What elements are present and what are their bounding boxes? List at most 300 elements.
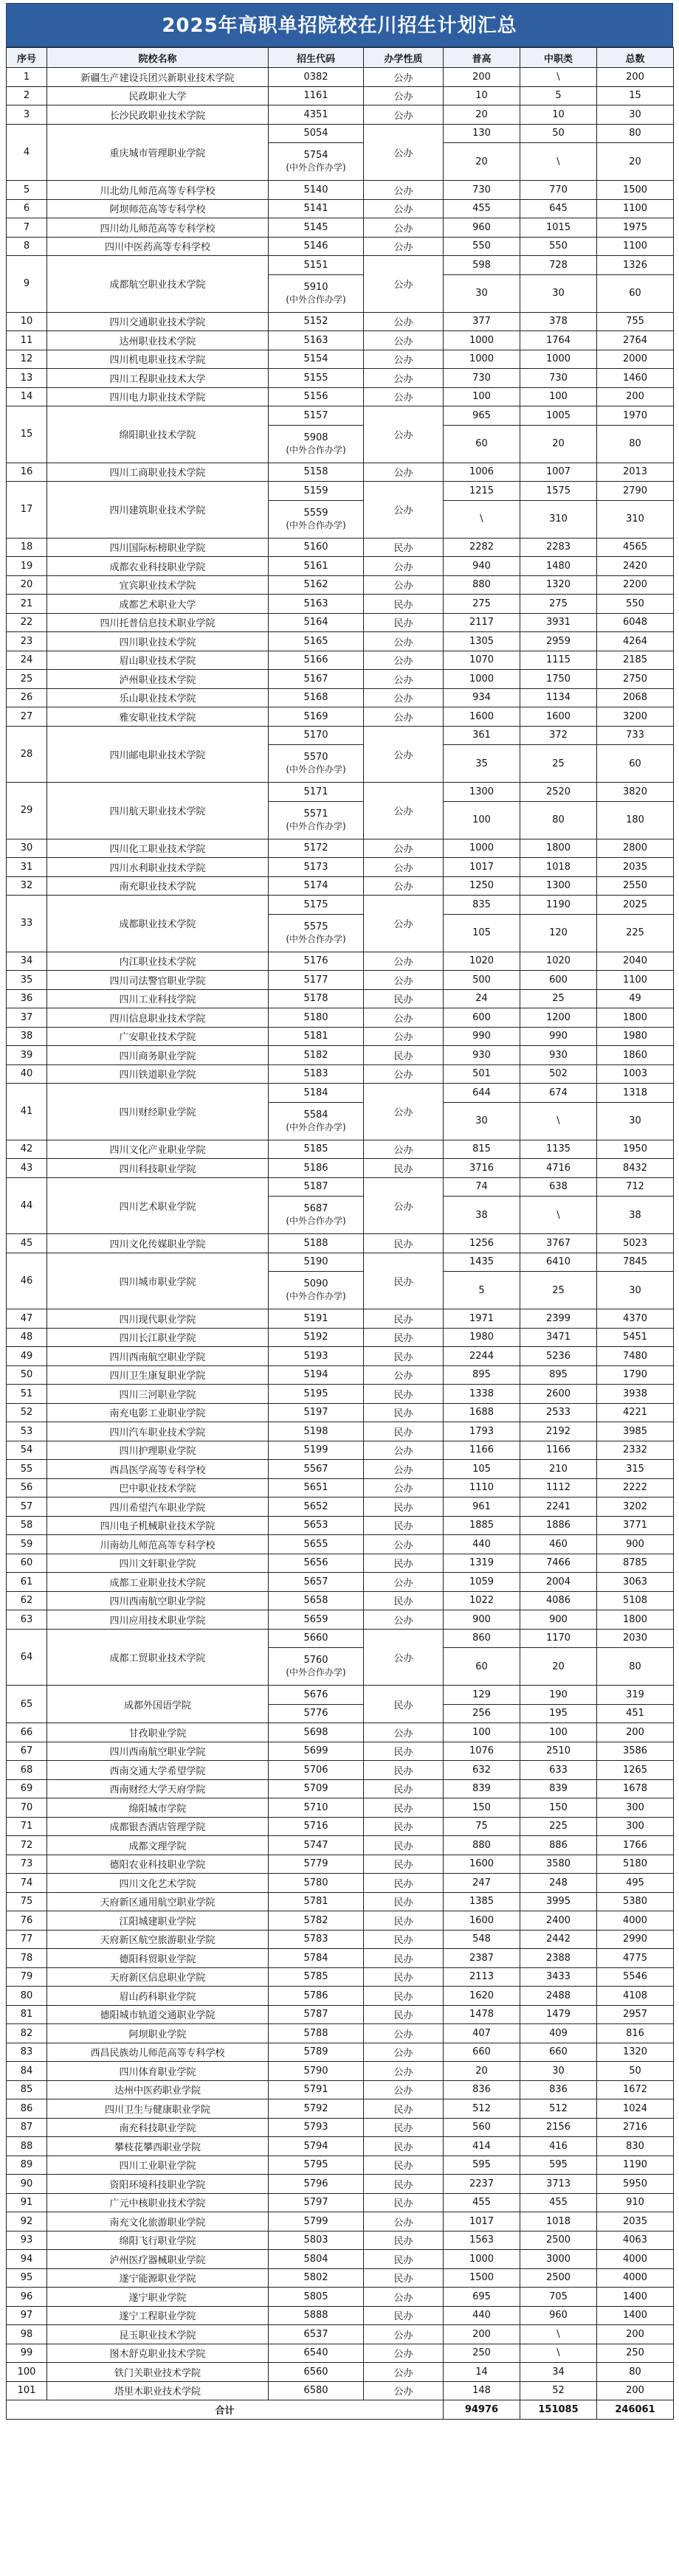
school-name: 四川希望汽车职业学院 [47, 1498, 269, 1517]
enroll-code [269, 331, 364, 350]
total-count: 1950 [597, 1140, 674, 1159]
school-name: 成都文理学院 [47, 1836, 269, 1855]
row-seq: 30 [7, 839, 47, 858]
row-seq: 61 [7, 1573, 47, 1592]
school-name: 四川幼儿师范高等专科学校 [47, 218, 269, 238]
puhao-count: 148 [444, 2381, 520, 2400]
zhongzhi-count: 1020 [520, 952, 597, 971]
enroll-code-value: 5783 [303, 1933, 328, 1945]
school-nature: 民办 [364, 1234, 444, 1253]
school-name: 铁门关职业技术学院 [47, 2363, 269, 2382]
school-nature: 民办 [364, 2231, 444, 2250]
zhongzhi-count: 2600 [520, 1385, 597, 1404]
zhongzhi-count: 210 [520, 1460, 597, 1479]
row-seq: 65 [7, 1686, 47, 1723]
row-seq: 52 [7, 1403, 47, 1422]
school-nature: 公办 [364, 2024, 444, 2043]
enroll-code [269, 1197, 364, 1234]
school-name: 四川卫生与健康职业学院 [47, 2099, 269, 2119]
school-name: 西南财经大学天府学院 [47, 1779, 269, 1798]
row-seq: 70 [7, 1798, 47, 1818]
puhao-count: 1000 [444, 350, 520, 369]
zhongzhi-count: \ [520, 2325, 597, 2344]
puhao-count: 5 [444, 1272, 520, 1309]
enroll-code [269, 1723, 364, 1742]
school-nature: 公办 [364, 2363, 444, 2382]
enroll-code [269, 1177, 364, 1197]
total-count: 3586 [597, 1742, 674, 1761]
zhongzhi-count: 3931 [520, 613, 597, 632]
enroll-code [269, 1535, 364, 1554]
enroll-code [269, 1084, 364, 1103]
zhongzhi-count: 275 [520, 595, 597, 614]
row-seq: 31 [7, 858, 47, 877]
zhongzhi-count: 900 [520, 1610, 597, 1630]
enroll-code-value: 5785 [303, 1971, 328, 1983]
table-row [7, 2268, 674, 2288]
table-row [7, 199, 674, 218]
total-count: 3063 [597, 1573, 674, 1592]
table-row [7, 1347, 674, 1366]
row-seq: 38 [7, 1027, 47, 1046]
enroll-code [269, 1648, 364, 1686]
table-row [7, 1874, 674, 1893]
total-count: 1024 [597, 2099, 674, 2119]
table-row [7, 1403, 674, 1422]
zhongzhi-count: 2192 [520, 1422, 597, 1441]
enroll-code-value: 5183 [303, 1068, 328, 1080]
school-nature: 公办 [364, 2381, 444, 2400]
school-name: 成都职业技术学院 [47, 896, 269, 952]
total-count: 310 [597, 500, 674, 538]
enroll-code [269, 237, 364, 256]
total-count: 5950 [597, 2175, 674, 2194]
table-row [7, 1686, 674, 1705]
total-count: 1860 [597, 1046, 674, 1065]
enroll-code [269, 406, 364, 426]
enroll-code [269, 1591, 364, 1610]
enroll-code [269, 1027, 364, 1046]
puhao-count: 1017 [444, 858, 520, 877]
total-count: 2040 [597, 952, 674, 971]
enroll-code [269, 726, 364, 745]
school-name: 泸州医疗器械职业学院 [47, 2250, 269, 2269]
enroll-code [269, 1272, 364, 1309]
enroll-code-value: 5786 [303, 1990, 328, 2001]
zhongzhi-count: 2520 [520, 783, 597, 802]
table-row [7, 575, 674, 595]
zhongzhi-count: 512 [520, 2099, 597, 2119]
school-name: 西南交通大学希望学院 [47, 1761, 269, 1780]
school-name: 四川文化艺术学院 [47, 1874, 269, 1893]
zhongzhi-count: 1007 [520, 463, 597, 482]
row-seq: 23 [7, 632, 47, 651]
total-count: 1460 [597, 369, 674, 388]
school-nature: 公办 [364, 1723, 444, 1742]
enroll-code [269, 425, 364, 463]
row-seq: 47 [7, 1309, 47, 1329]
school-name: 乐山职业技术学院 [47, 688, 269, 707]
puhao-count: 1980 [444, 1328, 520, 1347]
enroll-code-value: 5166 [303, 654, 328, 666]
school-name: 四川司法警官职业学院 [47, 971, 269, 990]
enroll-code-value: 6580 [303, 2385, 328, 2397]
enroll-code-value: 5172 [303, 842, 328, 854]
puhao-count: 2237 [444, 2175, 520, 2194]
enroll-code-value: 5716 [303, 1821, 328, 1832]
zhongzhi-count: 595 [520, 2156, 597, 2175]
enroll-code-value: 5779 [303, 1858, 328, 1870]
total-count: 1003 [597, 1064, 674, 1084]
puhao-count: 38 [444, 1197, 520, 1234]
zhongzhi-count: 660 [520, 2043, 597, 2062]
school-name: 眉山职业技术学院 [47, 651, 269, 670]
table-row [7, 1855, 674, 1874]
puhao-count: 839 [444, 1779, 520, 1798]
enroll-code [269, 1478, 364, 1498]
school-nature: 民办 [364, 1403, 444, 1422]
table-row [7, 1836, 674, 1855]
school-name: 达州中医药职业学院 [47, 2080, 269, 2099]
puhao-count: 1385 [444, 1892, 520, 1911]
enroll-code [269, 1742, 364, 1761]
total-count: 495 [597, 1874, 674, 1893]
enroll-code-value: 5657 [303, 1576, 328, 1588]
enroll-code-value: 5709 [303, 1783, 328, 1795]
puhao-count: 1020 [444, 952, 520, 971]
row-seq: 45 [7, 1234, 47, 1253]
zhongzhi-count: 705 [520, 2288, 597, 2307]
enroll-code-value: 5784 [303, 1952, 328, 1964]
enroll-code [269, 2005, 364, 2024]
zhongzhi-count: 100 [520, 387, 597, 406]
puhao-count: 1000 [444, 839, 520, 858]
zhongzhi-count: 120 [520, 914, 597, 952]
total-count: 1766 [597, 1836, 674, 1855]
puhao-count: 501 [444, 1064, 520, 1084]
zhongzhi-count: 310 [520, 500, 597, 538]
enroll-code-value: 5156 [303, 391, 328, 403]
table-row [7, 105, 674, 125]
school-nature: 公办 [364, 839, 444, 858]
school-nature: 公办 [364, 858, 444, 877]
puhao-count: 965 [444, 406, 520, 426]
school-nature: 民办 [364, 1516, 444, 1535]
total-count: 4063 [597, 2231, 674, 2250]
enroll-code [269, 463, 364, 482]
puhao-count: 361 [444, 726, 520, 745]
total-count: 2790 [597, 482, 674, 501]
enroll-code [269, 575, 364, 595]
total-count: 15 [597, 86, 674, 105]
zhongzhi-count: 248 [520, 1874, 597, 1893]
enroll-code-value: 5793 [303, 2122, 328, 2133]
table-row [7, 1516, 674, 1535]
school-nature: 公办 [364, 1535, 444, 1554]
puhao-count: 1319 [444, 1554, 520, 1573]
puhao-count: 500 [444, 971, 520, 990]
enroll-code [269, 2288, 364, 2307]
zhongzhi-count: 2388 [520, 1949, 597, 1968]
puhao-count: 1971 [444, 1309, 520, 1329]
total-count: 1100 [597, 237, 674, 256]
school-nature: 公办 [364, 406, 444, 463]
puhao-count: 1305 [444, 632, 520, 651]
zhongzhi-count: 1479 [520, 2005, 597, 2024]
row-seq: 69 [7, 1779, 47, 1798]
enroll-code [269, 971, 364, 990]
row-seq: 92 [7, 2212, 47, 2232]
zhongzhi-count: 839 [520, 1779, 597, 1798]
enroll-code-value: 5158 [303, 466, 328, 478]
enroll-code-value: 5164 [303, 617, 328, 629]
total-count: 2025 [597, 896, 674, 915]
puhao-count: 1563 [444, 2231, 520, 2250]
zhongzhi-count: 728 [520, 256, 597, 275]
school-nature: 公办 [364, 237, 444, 256]
zhongzhi-count: 3713 [520, 2175, 597, 2194]
zhongzhi-count: 20 [520, 425, 597, 463]
enroll-code [269, 1309, 364, 1329]
enroll-code [269, 538, 364, 557]
enroll-code [269, 2137, 364, 2156]
puhao-count: 256 [444, 1704, 520, 1723]
row-seq: 6 [7, 199, 47, 218]
table-row [7, 181, 674, 200]
school-name: 成都工贸职业技术学院 [47, 1629, 269, 1686]
puhao-count: 1000 [444, 670, 520, 689]
table-row [7, 989, 674, 1008]
table-row [7, 858, 674, 877]
puhao-count: 1017 [444, 2212, 520, 2232]
enroll-code [269, 1761, 364, 1780]
table-row [7, 1911, 674, 1931]
table-row [7, 1779, 674, 1798]
enroll-code-value: 5199 [303, 1444, 328, 1456]
enroll-code-value: 5159 [303, 485, 328, 496]
row-seq: 40 [7, 1064, 47, 1084]
school-nature: 民办 [364, 2005, 444, 2024]
puhao-count: 100 [444, 1723, 520, 1742]
row-seq: 101 [7, 2381, 47, 2400]
puhao-count: 60 [444, 1648, 520, 1686]
enroll-code-value: 5184 [303, 1087, 328, 1098]
row-seq: 9 [7, 256, 47, 313]
enroll-code [269, 105, 364, 125]
table-row [7, 557, 674, 576]
row-seq: 36 [7, 989, 47, 1008]
zhongzhi-count: 1112 [520, 1478, 597, 1498]
total-zhongzhi: 151085 [520, 2400, 597, 2420]
row-seq: 95 [7, 2268, 47, 2288]
table-row [7, 2118, 674, 2137]
puhao-count: 20 [444, 2062, 520, 2081]
enroll-code [269, 124, 364, 143]
row-seq: 37 [7, 1008, 47, 1028]
zhongzhi-count: 34 [520, 2363, 597, 2382]
school-nature: 民办 [364, 1347, 444, 1366]
school-nature: 民办 [364, 1046, 444, 1065]
total-count: 2764 [597, 331, 674, 350]
table-row [7, 1064, 674, 1084]
school-nature: 公办 [364, 575, 444, 595]
school-nature: 民办 [364, 1967, 444, 1987]
school-nature: 民办 [364, 1949, 444, 1968]
enroll-code [269, 2363, 364, 2382]
enroll-code-value: 5170 [303, 730, 328, 741]
row-seq: 62 [7, 1591, 47, 1610]
table-row [7, 2325, 674, 2344]
zhongzhi-count: 3000 [520, 2250, 597, 2269]
total-count: 80 [597, 2363, 674, 2382]
school-name: 江阳城建职业学院 [47, 1911, 269, 1931]
enroll-code-value: 4351 [303, 108, 328, 120]
zhongzhi-count: 195 [520, 1704, 597, 1723]
school-name: 四川西南航空职业学院 [47, 1347, 269, 1366]
school-nature: 公办 [364, 1365, 444, 1385]
school-name: 四川邮电职业技术学院 [47, 726, 269, 783]
header-row [7, 48, 674, 68]
puhao-count: 1600 [444, 1855, 520, 1874]
enroll-code-value: 5195 [303, 1388, 328, 1399]
enroll-code [269, 1855, 364, 1874]
zhongzhi-count: 1018 [520, 858, 597, 877]
enroll-code-value: 5910 [303, 281, 328, 293]
total-count: 60 [597, 274, 674, 312]
enroll-code-value: 5710 [303, 1801, 328, 1813]
school-nature: 公办 [364, 2288, 444, 2307]
school-name: 四川科技职业学院 [47, 1159, 269, 1178]
row-seq: 32 [7, 876, 47, 896]
zhongzhi-count: 3767 [520, 1234, 597, 1253]
school-name: 四川机电职业技术学院 [47, 350, 269, 369]
school-name: 四川托普信息技术职业学院 [47, 613, 269, 632]
total-row [7, 2400, 674, 2420]
puhao-count: 440 [444, 2306, 520, 2325]
school-nature: 公办 [364, 1573, 444, 1592]
enroll-code-value: 5174 [303, 880, 328, 892]
puhao-count: 730 [444, 369, 520, 388]
total-count: 300 [597, 1817, 674, 1836]
school-nature: 公办 [364, 952, 444, 971]
enroll-code [269, 557, 364, 576]
enroll-code-value: 5169 [303, 710, 328, 722]
row-seq: 97 [7, 2306, 47, 2325]
enroll-code [269, 2024, 364, 2043]
school-name: 成都艺术职业大学 [47, 595, 269, 614]
zhongzhi-count: 1200 [520, 1008, 597, 1028]
zhongzhi-count: 1005 [520, 406, 597, 426]
enroll-code [269, 688, 364, 707]
table-row [7, 406, 674, 426]
zhongzhi-count: 2442 [520, 1930, 597, 1949]
enroll-code [269, 1516, 364, 1535]
school-name: 遂宁工程职业学院 [47, 2306, 269, 2325]
total-count: 830 [597, 2137, 674, 2156]
enroll-code-value: 5188 [303, 1237, 328, 1249]
school-nature: 民办 [364, 1817, 444, 1836]
school-name: 西昌医学高等专科学校 [47, 1460, 269, 1479]
zhongzhi-count: 1886 [520, 1516, 597, 1535]
row-seq: 91 [7, 2193, 47, 2212]
puhao-count: 150 [444, 1798, 520, 1818]
enroll-code-value: 5656 [303, 1557, 328, 1569]
school-name: 四川文化传媒职业学院 [47, 1234, 269, 1253]
school-nature: 民办 [364, 2137, 444, 2156]
zhongzhi-count: 3471 [520, 1328, 597, 1347]
school-nature: 民办 [364, 2193, 444, 2212]
zhongzhi-count: 2156 [520, 2118, 597, 2137]
school-name: 四川城市职业学院 [47, 1253, 269, 1309]
puhao-count: 1688 [444, 1403, 520, 1422]
table-row [7, 350, 674, 369]
school-nature: 民办 [364, 1836, 444, 1855]
school-nature: 民办 [364, 1686, 444, 1723]
school-nature: 公办 [364, 783, 444, 839]
table-row [7, 707, 674, 727]
enroll-code-value: 5559 [303, 507, 328, 519]
row-seq: 33 [7, 896, 47, 952]
school-name: 四川护理职业学院 [47, 1441, 269, 1460]
enroll-code [269, 1102, 364, 1140]
school-name: 四川财经职业学院 [47, 1084, 269, 1140]
school-name: 四川工业科技学院 [47, 989, 269, 1008]
school-name: 广元中核职业技术学院 [47, 2193, 269, 2212]
total-count: 1800 [597, 1008, 674, 1028]
school-name: 四川化工职业技术学院 [47, 839, 269, 858]
school-name: 四川交通职业技术学院 [47, 312, 269, 331]
enroll-code-value: 5805 [303, 2291, 328, 2302]
page-title: 2025年高职单招院校在川招生计划汇总 [6, 3, 673, 47]
school-name: 甘孜职业学院 [47, 1723, 269, 1742]
table-row [7, 876, 674, 896]
row-seq: 96 [7, 2288, 47, 2307]
school-name: 四川西南航空职业学院 [47, 1591, 269, 1610]
school-name: 四川应用技术职业学院 [47, 1610, 269, 1630]
enroll-code [269, 1159, 364, 1178]
table-row [7, 2005, 674, 2024]
total-count: 1678 [597, 1779, 674, 1798]
school-name: 四川水利职业技术学院 [47, 858, 269, 877]
zhongzhi-count: 1480 [520, 557, 597, 576]
coop-note: (中外合作办学) [286, 820, 346, 831]
total-count: 550 [597, 595, 674, 614]
puhao-count: 14 [444, 2363, 520, 2382]
school-nature: 公办 [364, 124, 444, 181]
zhongzhi-count: 1600 [520, 707, 597, 727]
zhongzhi-count: 3580 [520, 1855, 597, 1874]
school-nature: 民办 [364, 1892, 444, 1911]
zhongzhi-count: 3995 [520, 1892, 597, 1911]
table-row [7, 2250, 674, 2269]
enroll-code [269, 2062, 364, 2081]
total-count: 319 [597, 1686, 674, 1705]
school-nature: 公办 [364, 1460, 444, 1479]
school-nature: 民办 [364, 1911, 444, 1931]
enroll-code [269, 143, 364, 181]
total-count: 2716 [597, 2118, 674, 2137]
enroll-code-value: 5154 [303, 353, 328, 365]
enroll-code-value: 5180 [303, 1011, 328, 1023]
row-seq: 10 [7, 312, 47, 331]
header-seq: 序号 [7, 48, 47, 68]
row-seq: 68 [7, 1761, 47, 1780]
puhao-count: 247 [444, 1874, 520, 1893]
zhongzhi-count: 2488 [520, 1987, 597, 2006]
school-nature: 民办 [364, 2306, 444, 2325]
zhongzhi-count: 5236 [520, 1347, 597, 1366]
puhao-count: 598 [444, 256, 520, 275]
